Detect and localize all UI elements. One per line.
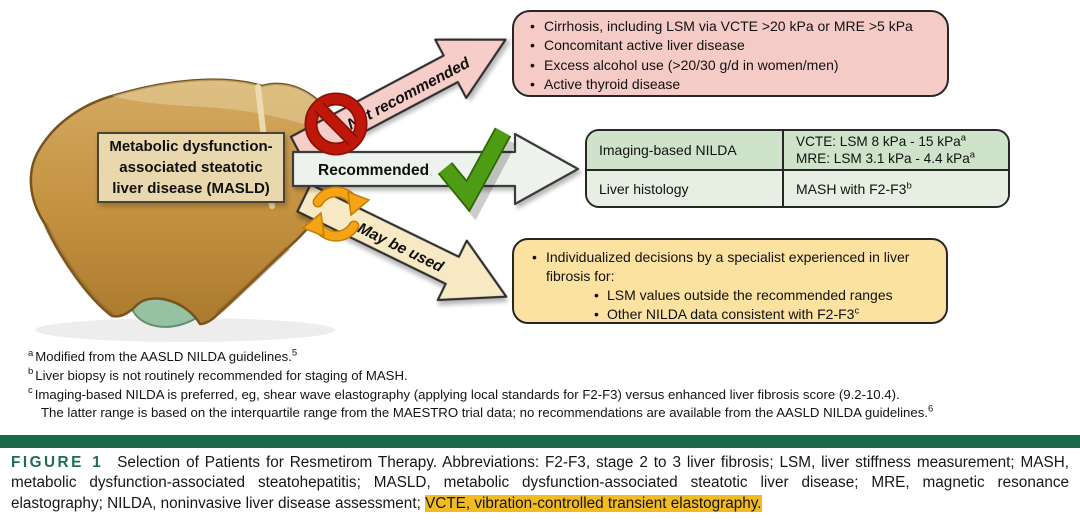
criteria-row-label <box>587 171 784 206</box>
citation-ref: 5 <box>291 347 298 359</box>
arrow-may-be-used-label: May be used <box>354 219 446 276</box>
criteria-value: MRE: LSM 3.1 kPa - 4.4 kPa$^a$ <box>796 149 976 166</box>
criteria-row-label-text: Liver histology <box>599 180 689 197</box>
divider-bar <box>0 435 1080 448</box>
citation-ref: 6 <box>927 404 934 415</box>
exclusion-item: • Excess alcohol use (>20/30 g/d in women/men) <box>528 56 935 75</box>
exclusion-criteria-list <box>528 17 935 95</box>
specialist-main-item: • Individualized decisions by a specialist experienced in liver fibrosis for: <box>530 248 936 286</box>
exclusion-criteria-box <box>512 10 949 97</box>
masld-line-2: associated steatotic <box>119 159 263 176</box>
exclusion-item: • Concomitant active liver disease <box>528 36 935 55</box>
footnote-ref: c <box>854 305 860 317</box>
criteria-table <box>585 129 1010 208</box>
criteria-value: MASH with F2-F3$^b$ <box>796 179 912 197</box>
masld-line-1: Metabolic dysfunction- <box>109 138 273 155</box>
specialist-sub-item: • LSM values outside the recommended ranges <box>592 286 936 305</box>
footnote-ref: a <box>960 132 966 144</box>
exclusion-item: • Cirrhosis, including LSM via VCTE >20 kPa or MRE >5 kPa <box>528 17 935 36</box>
footnote-b: $^b$ Liver biopsy is not routinely recommended for staging of MASH. <box>28 366 408 383</box>
checkmark-icon <box>445 132 508 204</box>
footnote-c: $^c$ Imaging-based NILDA is preferred, eg, shear wave elastography (applying local standards for F2-F3) versus enhanced liver fibrosis score (9.2-10.4). <box>28 385 900 402</box>
caption-text: Selection of Patients for Resmetirom Therapy. Abbreviations: F2-F3, stage 2 to 3 liver fibrosis; LSM, liver stiffness measurement; MASH, metabolic dysfunction-associated steatohepatitis; MASLD, metabolic dysfunction-associated steatotic liver disease; MRE, magnetic resonance elastography; NILDA, noninvasive liver disease assessment; <box>11 454 1070 512</box>
masld-line-3: liver disease (MASLD) <box>112 180 270 197</box>
criteria-row-values <box>784 131 1008 171</box>
criteria-value: VCTE: LSM 8 kPa - 15 kPa$^a$ <box>796 132 966 149</box>
footnote-ref: b <box>906 179 912 191</box>
exclusion-item: • Active thyroid disease <box>528 75 935 94</box>
criteria-row-label-text: Imaging-based NILDA <box>599 142 737 158</box>
caption-highlighted-text: VCTE, vibration-controlled transient elastography. <box>425 494 762 512</box>
specialist-decision-box <box>512 238 948 324</box>
footnote-a: $^a$ Modified from the AASLD NILDA guidelines.$^5$ <box>28 347 298 364</box>
figure-caption <box>11 453 1069 514</box>
specialist-sub-item: • Other NILDA data consistent with F2-F3$^c$ <box>592 305 936 324</box>
footnote-ref: a <box>969 149 976 161</box>
specialist-sub-list <box>530 286 936 324</box>
arrow-recommended-label: Recommended <box>318 162 430 179</box>
footnote-c-continued: The latter range is based on the interquartile range from the MAESTRO trial data; no recommendations are available from the AASLD NILDA guidelines.$^6$ <box>41 404 934 421</box>
footnotes <box>28 348 1058 423</box>
criteria-row-values <box>784 171 1008 206</box>
figure-label: FIGURE 1 <box>11 454 104 471</box>
masld-label-box <box>97 132 285 203</box>
liver-illustration <box>31 80 340 342</box>
criteria-row-label <box>587 131 784 171</box>
arrow-not-recommended-label: Not recommended <box>344 54 473 134</box>
